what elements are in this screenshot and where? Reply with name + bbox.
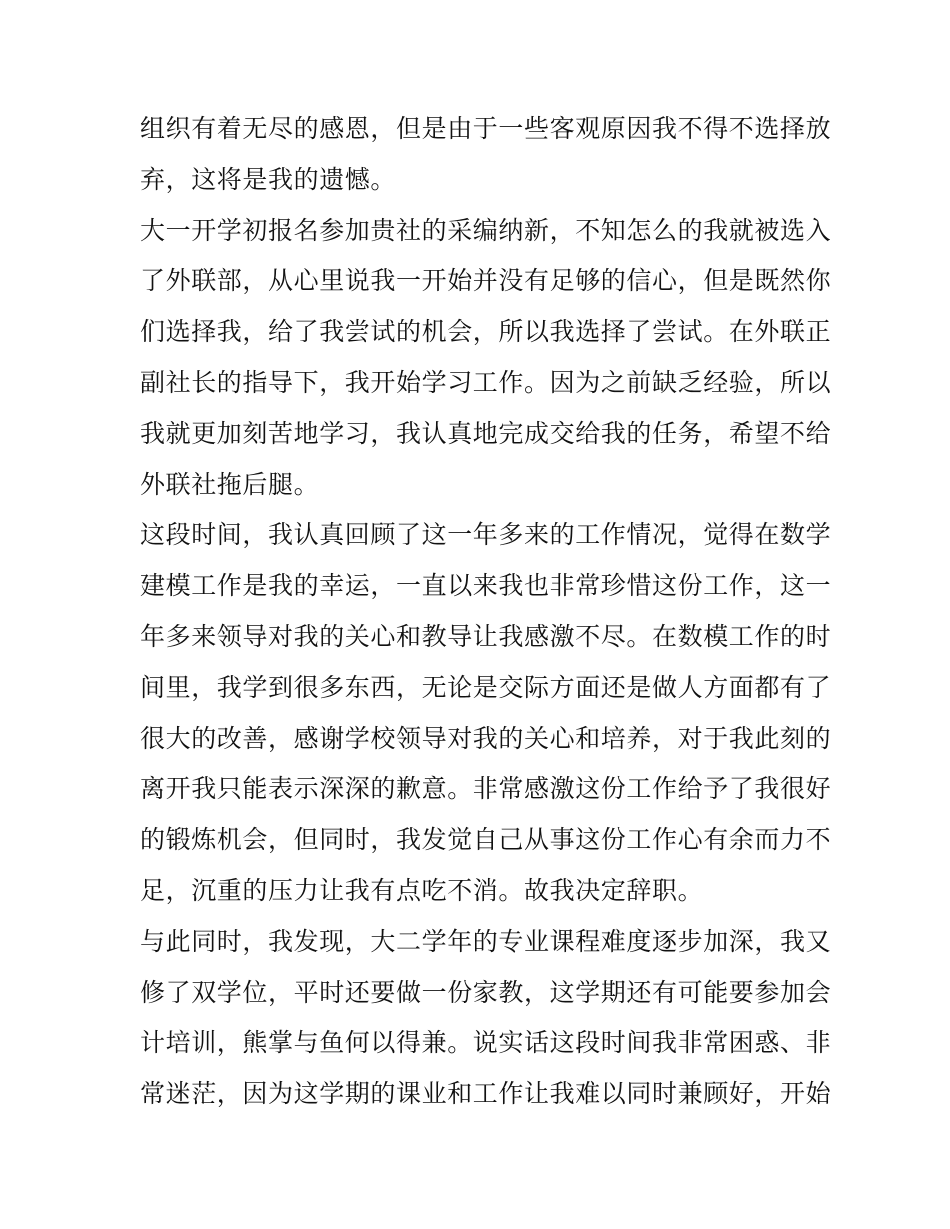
body-text — [140, 104, 832, 1120]
text-line: 常迷茫，因为这学期的课业和工作让我难以同时兼顾好，开始 — [140, 1079, 832, 1109]
text-line: 间里，我学到很多东西，无论是交际方面还是做人方面都有了 — [140, 672, 832, 702]
text-line: 了外联部，从心里说我一开始并没有足够的信心，但是既然你 — [140, 266, 832, 296]
text-line: 建模工作是我的幸运，一直以来我也非常珍惜这份工作，这一 — [140, 571, 832, 601]
text-line: 修了双学位，平时还要做一份家教，这学期还有可能要参加会 — [140, 977, 832, 1007]
text-line: 与此同时，我发现，大二学年的专业课程难度逐步加深，我又 — [140, 926, 832, 956]
text-line: 足，沉重的压力让我有点吃不消。故我决定辞职。 — [140, 875, 704, 905]
text-line: 这段时间，我认真回顾了这一年多来的工作情况，觉得在数学 — [140, 520, 832, 550]
text-line: 大一开学初报名参加贵社的采编纳新，不知怎么的我就被选入 — [140, 215, 832, 245]
text-line: 计培训，熊掌与鱼何以得兼。说实话这段时间我非常困惑、非 — [140, 1028, 832, 1058]
text-line: 们选择我，给了我尝试的机会，所以我选择了尝试。在外联正 — [140, 317, 832, 347]
text-line: 外联社拖后腿。 — [140, 469, 320, 499]
text-line: 副社长的指导下，我开始学习工作。因为之前缺乏经验，所以 — [140, 367, 832, 397]
text-line: 离开我只能表示深深的歉意。非常感激这份工作给予了我很好 — [140, 774, 832, 804]
text-line: 的锻炼机会，但同时，我发觉自己从事这份工作心有余而力不 — [140, 825, 832, 855]
text-line: 年多来领导对我的关心和教导让我感激不尽。在数模工作的时 — [140, 621, 832, 651]
text-line: 组织有着无尽的感恩，但是由于一些客观原因我不得不选择放 — [140, 114, 832, 143]
text-line: 很大的改善，感谢学校领导对我的关心和培养，对于我此刻的 — [140, 723, 832, 753]
text-line: 我就更加刻苦地学习，我认真地完成交给我的任务，希望不给 — [140, 418, 832, 448]
text-line: 弃，这将是我的遗憾。 — [140, 164, 397, 194]
